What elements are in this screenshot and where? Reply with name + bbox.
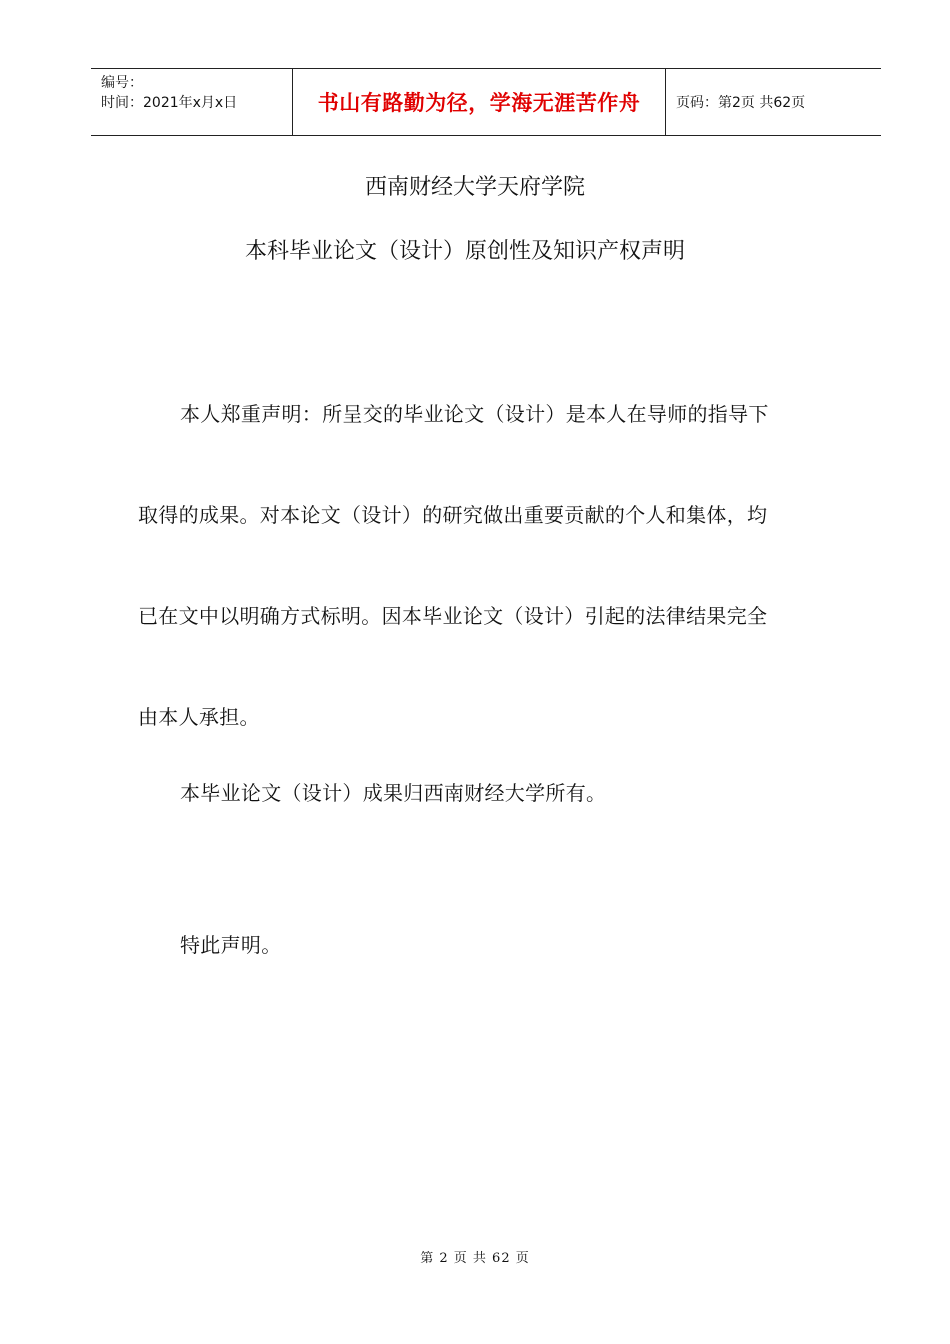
paragraph-line-3: 已在文中以明确方式标明。因本毕业论文（设计）引起的法律结果完全	[138, 604, 768, 628]
page-footer: 第 2 页 共 62 页	[420, 1251, 530, 1266]
closing-statement: 特此声明。	[180, 933, 282, 957]
declaration-title: 本科毕业论文（设计）原创性及知识产权声明	[244, 239, 685, 264]
page-info-text: 页码：第2页 共62页	[676, 95, 806, 111]
header-page-info	[666, 69, 881, 135]
header-motto	[293, 69, 666, 135]
header-meta	[91, 69, 293, 135]
paragraph-line-2: 取得的成果。对本论文（设计）的研究做出重要贡献的个人和集体，均	[138, 503, 768, 527]
paragraph-line-4: 由本人承担。	[138, 705, 260, 729]
time-label: 时间：2021年x月x日	[101, 95, 238, 111]
ownership-statement: 本毕业论文（设计）成果归西南财经大学所有。	[180, 781, 607, 805]
school-title: 西南财经大学天府学院	[364, 175, 585, 200]
number-label: 编号：	[101, 75, 143, 91]
motto-text: 书山有路勤为径，学海无涯苦作舟	[317, 91, 641, 115]
header-table	[91, 68, 881, 136]
paragraph-line-1: 本人郑重声明：所呈交的毕业论文（设计）是本人在导师的指导下	[180, 402, 769, 426]
